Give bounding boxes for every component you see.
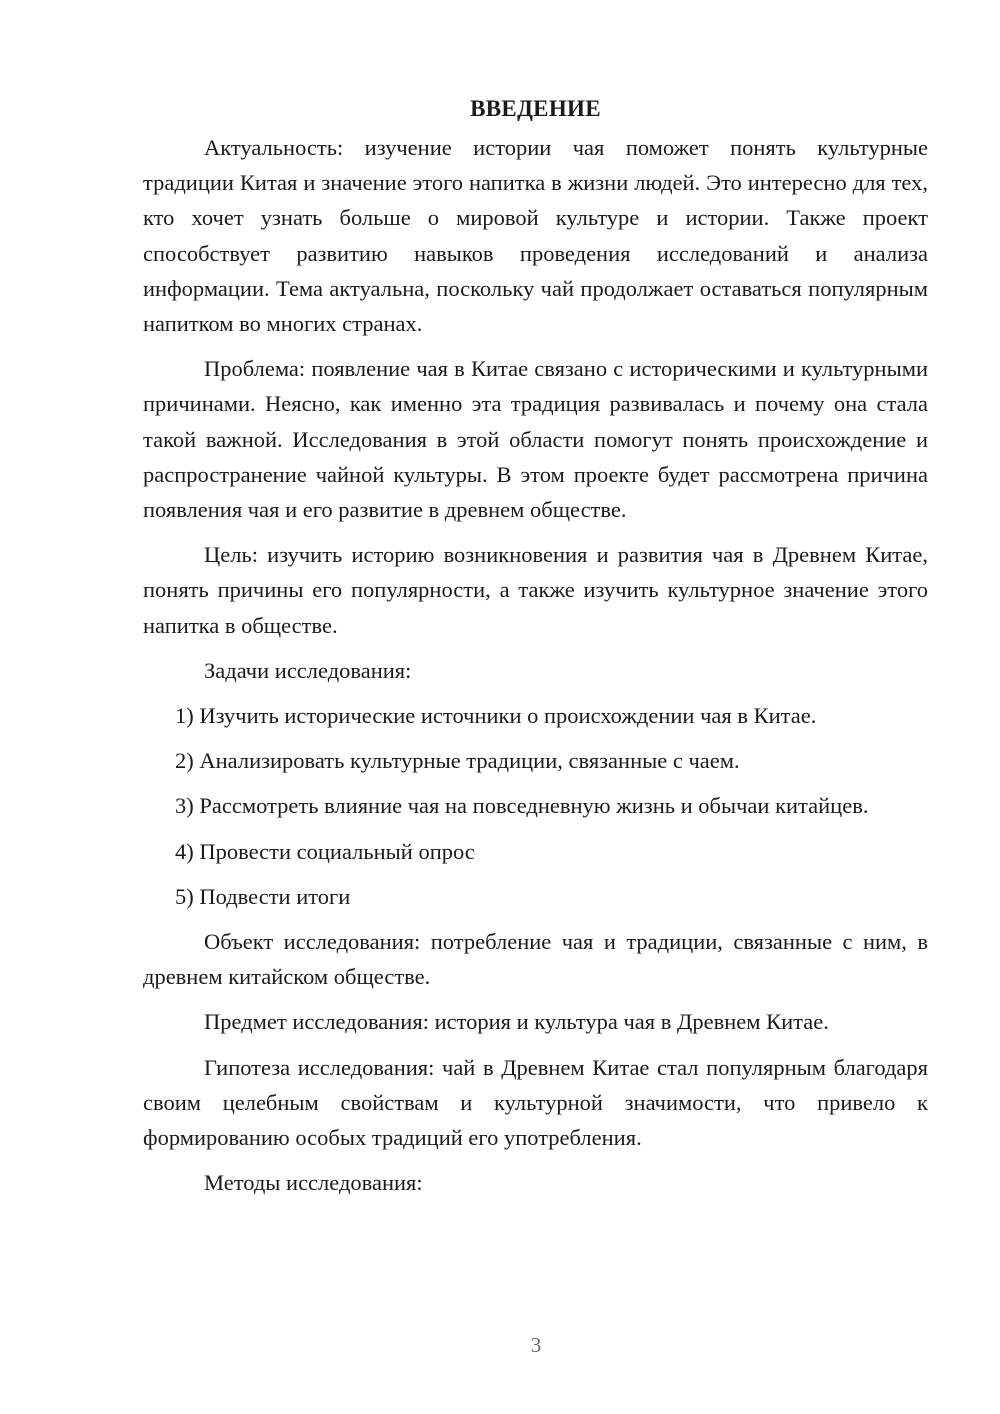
task-item-4: 4) Провести социальный опрос [175, 838, 475, 864]
section-heading: ВВЕДЕНИЕ [470, 96, 601, 121]
object-paragraph: Объект исследования: потребление чая и традиции, связанные с ним, в древнем китайском обществе. [143, 929, 928, 990]
task-item-2: 2) Анализировать культурные традиции, связанные с чаем. [175, 748, 740, 774]
methods-heading: Методы исследования: [204, 1170, 423, 1196]
page-number: 3 [530, 1333, 542, 1357]
task-item-5: 5) Подвести итоги [175, 883, 351, 909]
problem-paragraph: Проблема: появление чая в Китае связано с историческими и культурными причинами. Неясно, как именно эта традиция развивалась и почему она стала такой важной. Исследования в этой области помогут понять происхождение и распространение чайной культуры. В этом проекте будет рассмотрена причина появления чая и его развитие в древнем обществе. [143, 356, 928, 523]
page-content [143, 94, 928, 1200]
goal-paragraph: Цель: изучить историю возникновения и развития чая в Древнем Китае, понять причины его популярности, а также изучить культурное значение этого напитка в обществе. [143, 542, 928, 638]
tasks-heading: Задачи исследования: [204, 657, 412, 683]
subject-paragraph: Предмет исследования: история и культура чая в Древнем Китае. [204, 1009, 829, 1035]
relevance-paragraph: Актуальность: изучение истории чая поможет понять культурные традиции Китая и значение этого напитка в жизни людей. Это интересно для тех, кто хочет узнать больше о мировой культуре и истории. Также проект способствует развитию навыков проведения исследований и анализа информации. Тема актуальна, поскольку чай продолжает оставаться популярным напитком во многих странах. [143, 135, 928, 337]
hypothesis-paragraph: Гипотеза исследования: чай в Древнем Китае стал популярным благодаря своим целебным свойствам и культурной значимости, что привело к формированию особых традиций его употребления. [143, 1054, 928, 1151]
task-item-1: 1) Изучить исторические источники о происхождении чая в Китае. [175, 703, 817, 729]
task-item-3: 3) Рассмотреть влияние чая на повседневную жизнь и обычаи китайцев. [175, 793, 869, 819]
